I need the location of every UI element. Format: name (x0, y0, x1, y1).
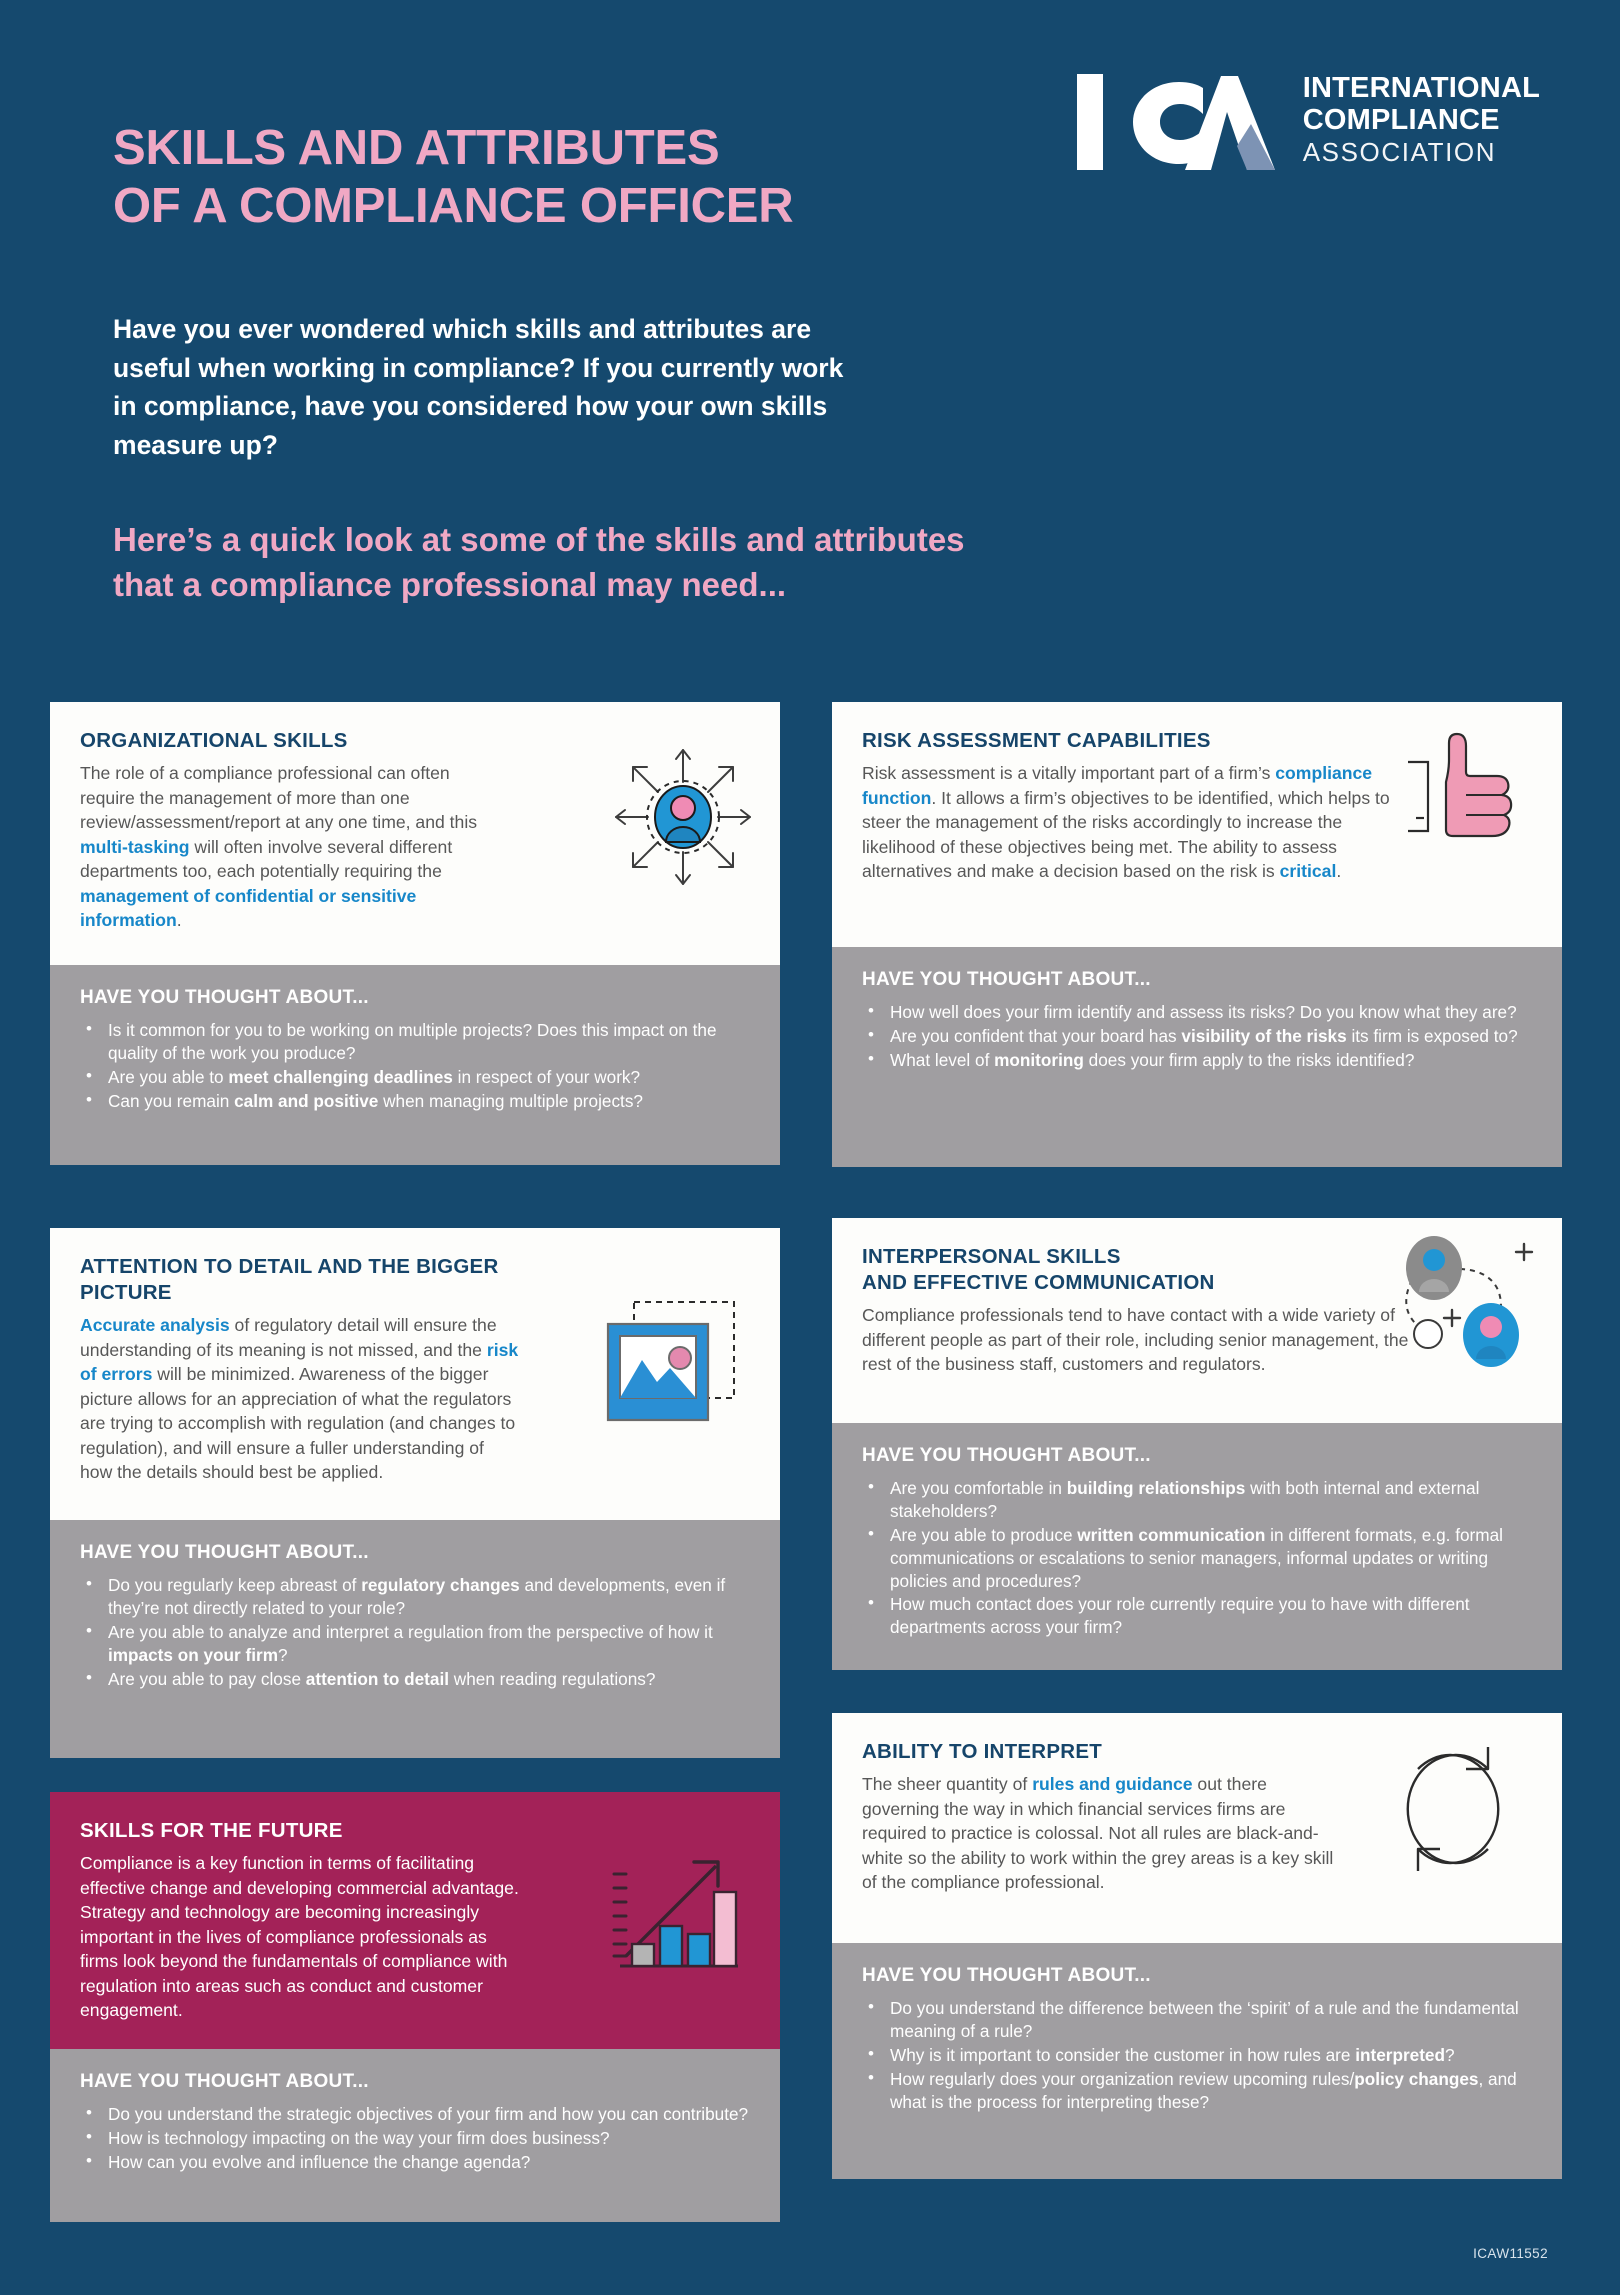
card-footer (832, 1943, 1562, 2179)
logo-word-compliance: COMPLIANCE (1302, 104, 1500, 137)
subtitle-line-2: that a compliance professional may need... (113, 565, 787, 603)
card-body-text: Compliance professionals tend to have contact with a wide variety of different people as part of their role, including senior management, the rest of the business staff, customers and regulators. (862, 1305, 1409, 1375)
list-item: • How much contact does your role currently require you to have with different departments across your firm? (862, 1593, 1532, 1639)
page-header (0, 0, 1620, 660)
page-title-line-2: OF A COMPLIANCE OFFICER (113, 178, 794, 233)
bullet-list (862, 1997, 1532, 2113)
logo-word-international: INTERNATIONAL (1302, 72, 1540, 104)
thumbs-up-icon (1400, 726, 1530, 861)
card-footer (832, 947, 1562, 1167)
list-item: • How is technology impacting on the way your firm does business? (80, 2127, 750, 2150)
card-heading: RISK ASSESSMENT CAPABILITIES (862, 729, 1211, 752)
card-body-text: The role of a compliance professional can often require the management of more than one review/assessment/report at any one time, and this multi-tasking will often involve several different departments too, each potentially requiring the management of confidential or sensitive information. (80, 763, 478, 930)
subtitle-line-1: Here’s a quick look at some of the skills and attributes (113, 521, 965, 558)
list-item: • How regularly does your organization review upcoming rules/policy changes, and what is the process for interpreting these? (862, 2068, 1532, 2114)
list-item: • How well does your firm identify and assess its risks? Do you know what they are? (862, 1001, 1532, 1024)
card-body (50, 1792, 780, 2049)
subtitle-paragraph (113, 518, 1463, 607)
document-reference-code: ICAW11552 (1473, 2246, 1548, 2261)
card-risk-assessment-capabilities (832, 702, 1562, 1167)
list-item: • Do you understand the difference between the ‘spirit’ of a rule and the fundamental meaning of a rule? (862, 1997, 1532, 2043)
card-footer (50, 2049, 780, 2222)
card-body-text: Accurate analysis of regulatory detail will ensure the understanding of its meaning is not missed, and the risk of errors will be minimized. Awareness of the bigger picture allows for an appreciation of what the regulators are trying to accomplish with regulation (and changes to regulation), and will ensure a fuller understanding of how the details should best be applied. (80, 1315, 519, 1483)
card-body-text: Compliance is a key function in terms of facilitating effective change and developing commercial advantage. Strategy and technology are becoming increasingly important in the lives of compliance professionals as firms look beyond the fundamentals of compliance with regulation into areas such as conduct and customer engagement. (80, 1853, 519, 2020)
intro-paragraph (113, 310, 1233, 465)
have-you-thought-about-label: HAVE YOU THOUGHT ABOUT... (862, 1965, 1151, 1986)
card-footer (50, 1520, 780, 1758)
have-you-thought-about-label: HAVE YOU THOUGHT ABOUT... (80, 1542, 369, 1563)
list-item: • Are you able to produce written communication in different formats, e.g. formal communications or escalations to senior managers, informal updates or writing policies and procedures? (862, 1524, 1532, 1593)
bullet-list (80, 1574, 750, 1690)
card-heading: ATTENTION TO DETAIL AND THE BIGGER PICTURE (80, 1255, 499, 1305)
card-body (832, 1218, 1562, 1423)
have-you-thought-about-label: HAVE YOU THOUGHT ABOUT... (80, 2071, 369, 2092)
page-title-line-1: SKILLS AND ATTRIBUTES (113, 121, 720, 175)
list-item: • Do you understand the strategic objectives of your firm and how you can contribute? (80, 2103, 750, 2126)
card-body (50, 1228, 780, 1520)
card-heading-line-2: AND EFFECTIVE COMMUNICATION (862, 1271, 1215, 1295)
have-you-thought-about-label: HAVE YOU THOUGHT ABOUT... (80, 987, 369, 1008)
page-title (113, 120, 1013, 236)
growth-bar-chart-icon (604, 1844, 744, 1984)
bullet-list (862, 1001, 1532, 1072)
ica-logo-mark-icon (1075, 68, 1283, 176)
list-item: • Do you regularly keep abreast of regulatory changes and developments, even if they’re not directly related to your role? (80, 1574, 750, 1620)
card-heading (862, 1244, 1412, 1296)
card-footer (50, 965, 780, 1165)
card-attention-to-detail (50, 1228, 780, 1758)
intro-line-3: in compliance, have you considered how your own skills (113, 391, 828, 422)
list-item: • Are you able to meet challenging deadlines in respect of your work? (80, 1066, 750, 1089)
list-item: • What level of monitoring does your firm apply to the risks identified? (862, 1049, 1532, 1072)
person-multidirection-arrows-icon (608, 742, 758, 892)
intro-line-2: useful when working in compliance? If you currently work (113, 352, 844, 383)
have-you-thought-about-label: HAVE YOU THOUGHT ABOUT... (862, 1445, 1151, 1466)
bullet-list (862, 1477, 1532, 1639)
list-item: • Is it common for you to be working on multiple projects? Does this impact on the quality of the work you produce? (80, 1019, 750, 1065)
picture-frame-icon (602, 1296, 740, 1426)
intro-line-1: Have you ever wondered which skills and attributes are (113, 314, 812, 344)
card-footer (832, 1423, 1562, 1670)
circular-arrows-icon (1388, 1741, 1518, 1876)
card-ability-to-interpret (832, 1713, 1562, 2179)
ica-logo (1075, 68, 1540, 176)
card-body (50, 702, 780, 965)
bullet-list (80, 1019, 750, 1113)
card-interpersonal-skills (832, 1218, 1562, 1670)
list-item: • Are you able to pay close attention to detail when reading regulations? (80, 1668, 750, 1691)
card-body-text: Risk assessment is a vitally important part of a firm’s compliance function. It allows a firm’s objectives to be identified, which helps to steer the management of the risks accordingly to increase the likelihood of these objectives being met. The ability to assess alternatives and make a decision based on the risk is critical. (862, 763, 1390, 882)
card-heading-line-1: INTERPERSONAL SKILLS (862, 1245, 1121, 1268)
card-skills-for-the-future (50, 1792, 780, 2222)
list-item: • Are you able to analyze and interpret a regulation from the perspective of how it impacts on your firm? (80, 1621, 750, 1667)
intro-line-4: measure up? (113, 430, 278, 461)
card-body-text: The sheer quantity of rules and guidance out there governing the way in which financial services firms are required to practice is colossal. Not all rules are black-and-white so the ability to work within the grey areas is a key skill of the compliance professional. (862, 1774, 1334, 1893)
card-heading: SKILLS FOR THE FUTURE (80, 1819, 343, 1842)
card-heading: ORGANIZATIONAL SKILLS (80, 729, 348, 752)
card-body (832, 1713, 1562, 1943)
logo-word-association: ASSOCIATION (1302, 136, 1497, 167)
bullet-list (80, 2103, 750, 2174)
list-item: • How can you evolve and influence the change agenda? (80, 2151, 750, 2174)
have-you-thought-about-label: HAVE YOU THOUGHT ABOUT... (862, 969, 1151, 990)
list-item: • Are you confident that your board has visibility of the risks its firm is exposed to? (862, 1025, 1532, 1048)
list-item: • Can you remain calm and positive when managing multiple projects? (80, 1090, 750, 1113)
card-body (832, 702, 1562, 947)
card-heading: ABILITY TO INTERPRET (862, 1740, 1103, 1763)
list-item: • Why is it important to consider the customer in how rules are interpreted? (862, 2044, 1532, 2067)
list-item: • Are you comfortable in building relationships with both internal and external stakeholders? (862, 1477, 1532, 1523)
ica-logo-wordmark (1303, 68, 1540, 168)
card-organizational-skills (50, 702, 780, 1165)
